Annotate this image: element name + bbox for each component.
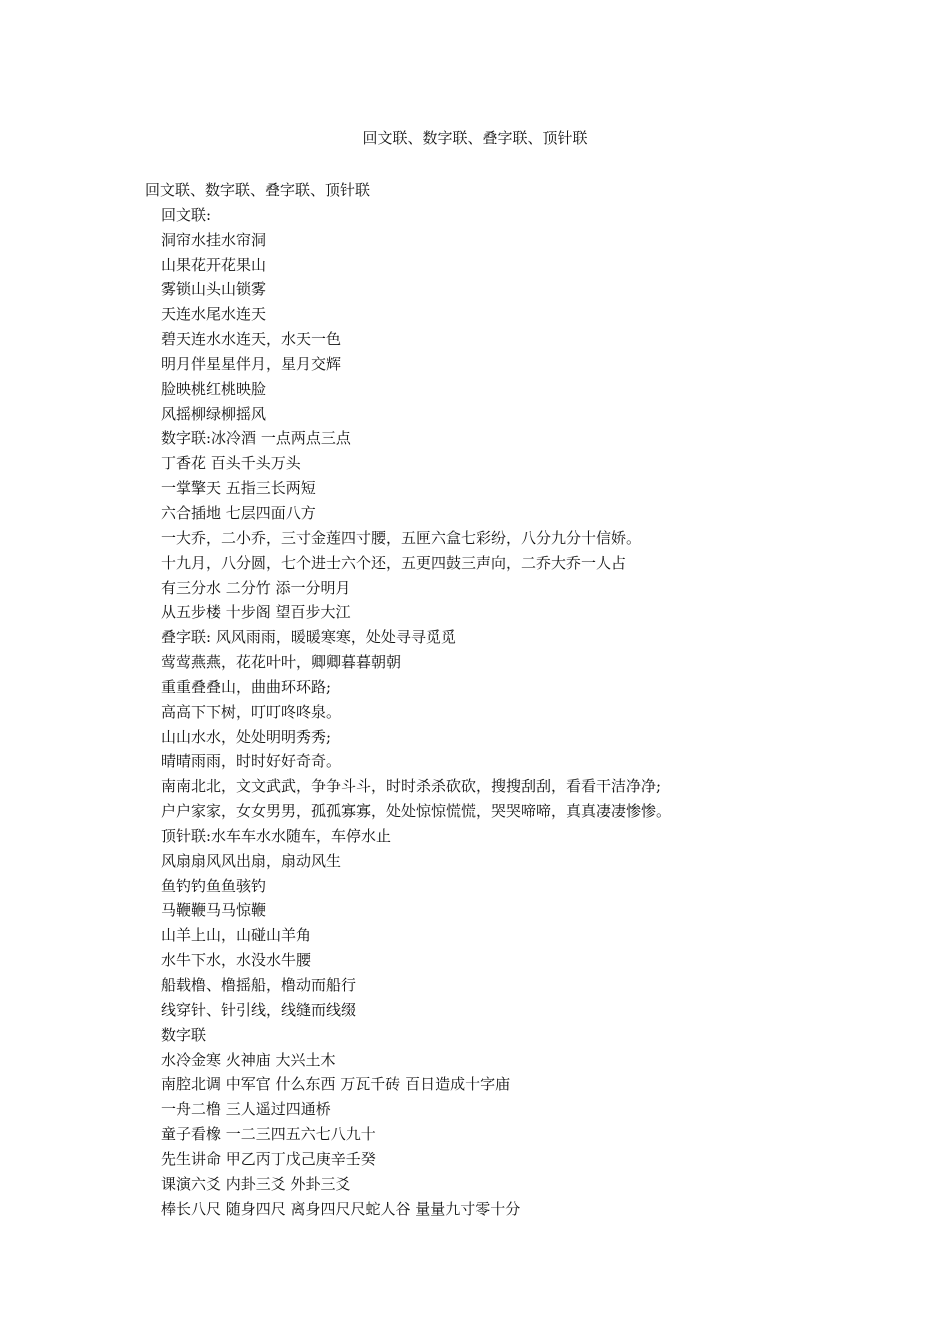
text-line: 马鞭鞭马马惊鞭 xyxy=(161,901,267,920)
text-line: 有三分水 二分竹 添一分明月 xyxy=(161,578,351,597)
text-line: 南腔北调 中军官 什么东西 万瓦千砖 百日造成十字庙 xyxy=(161,1075,511,1094)
text-line: 高高下下树，叮叮咚咚泉。 xyxy=(161,702,342,721)
document-title: 回文联、数字联、叠字联、顶针联 xyxy=(362,129,588,147)
text-line: 晴晴雨雨，时时好好奇奇。 xyxy=(161,752,342,771)
text-line: 童子看橡 一二三四五六七八九十 xyxy=(161,1125,376,1144)
text-line: 山羊上山，山碰山羊角 xyxy=(161,926,312,945)
text-line: 丁香花 百头千头万头 xyxy=(161,454,301,473)
text-line: 顶针联:水车车水水随车，车停水止 xyxy=(161,826,392,845)
text-line: 雾锁山头山锁雾 xyxy=(161,280,267,299)
text-line: 碧天连水水连天，水天一色 xyxy=(161,330,342,349)
text-line: 一舟二橹 三人遥过四通桥 xyxy=(161,1100,331,1119)
text-line: 十九月，八分圆，七个进士六个还，五更四鼓三声向，二乔大乔一人占 xyxy=(161,553,627,572)
text-line: 船载橹、橹摇船，橹动而船行 xyxy=(161,976,357,994)
text-line: 一大乔，二小乔，三寸金莲四寸腰，五匣六盒七彩纷，八分九分十信娇。 xyxy=(161,528,642,547)
text-line: 洞帘水挂水帘洞 xyxy=(161,230,267,249)
text-line: 明月伴星星伴月，星月交辉 xyxy=(161,354,342,373)
body-lines xyxy=(145,203,865,1222)
text-line: 回文联: xyxy=(161,205,212,224)
text-line: 课演六爻 内卦三爻 外卦三爻 xyxy=(161,1174,351,1193)
text-line: 脸映桃红桃映脸 xyxy=(161,379,267,398)
text-line: 数字联:冰冷酒 一点两点三点 xyxy=(161,429,351,448)
text-line: 先生讲命 甲乙丙丁戊己庚辛壬癸 xyxy=(161,1149,376,1168)
text-line: 户户家家，女女男男，孤孤寡寡，处处惊惊慌慌，哭哭啼啼，真真凄凄惨惨。 xyxy=(161,802,672,821)
text-line: 数字联 xyxy=(161,1025,207,1044)
document-body xyxy=(145,178,865,1221)
text-line: 叠字联: 风风雨雨，暖暖寒寒，处处寻寻觅觅 xyxy=(161,628,456,647)
text-line: 从五步楼 十步阁 望百步大江 xyxy=(161,603,351,622)
text-line: 水牛下水，水没水牛腰 xyxy=(161,951,312,970)
text-line: 棒长八尺 随身四尺 离身四尺尺蛇人谷 量量九寸零十分 xyxy=(161,1199,521,1218)
text-line: 山果花开花果山 xyxy=(161,255,267,274)
body-heading: 回文联、数字联、叠字联、顶针联 xyxy=(145,181,371,199)
text-line: 一掌擎天 五指三长两短 xyxy=(161,479,316,498)
text-line: 线穿针、针引线，线缝而线缀 xyxy=(161,1000,357,1019)
text-line: 六合插地 七层四面八方 xyxy=(161,503,316,522)
text-line: 风摇柳绿柳摇风 xyxy=(161,404,267,423)
text-line: 天连水尾水连天 xyxy=(161,305,267,324)
text-line: 风扇扇风风出扇，扇动风生 xyxy=(161,851,342,870)
text-line: 鱼钓钓鱼鱼骇钓 xyxy=(161,876,267,895)
text-line: 山山水水，处处明明秀秀; xyxy=(161,727,332,746)
text-line: 水冷金寒 火神庙 大兴土木 xyxy=(161,1050,336,1069)
text-line: 南南北北，文文武武，争争斗斗，时时杀杀砍砍，搜搜刮刮，看看干洁净净; xyxy=(161,777,662,796)
text-line: 莺莺燕燕，花花叶叶，卿卿暮暮朝朝 xyxy=(161,653,402,672)
text-line: 重重叠叠山，曲曲环环路; xyxy=(161,677,332,696)
